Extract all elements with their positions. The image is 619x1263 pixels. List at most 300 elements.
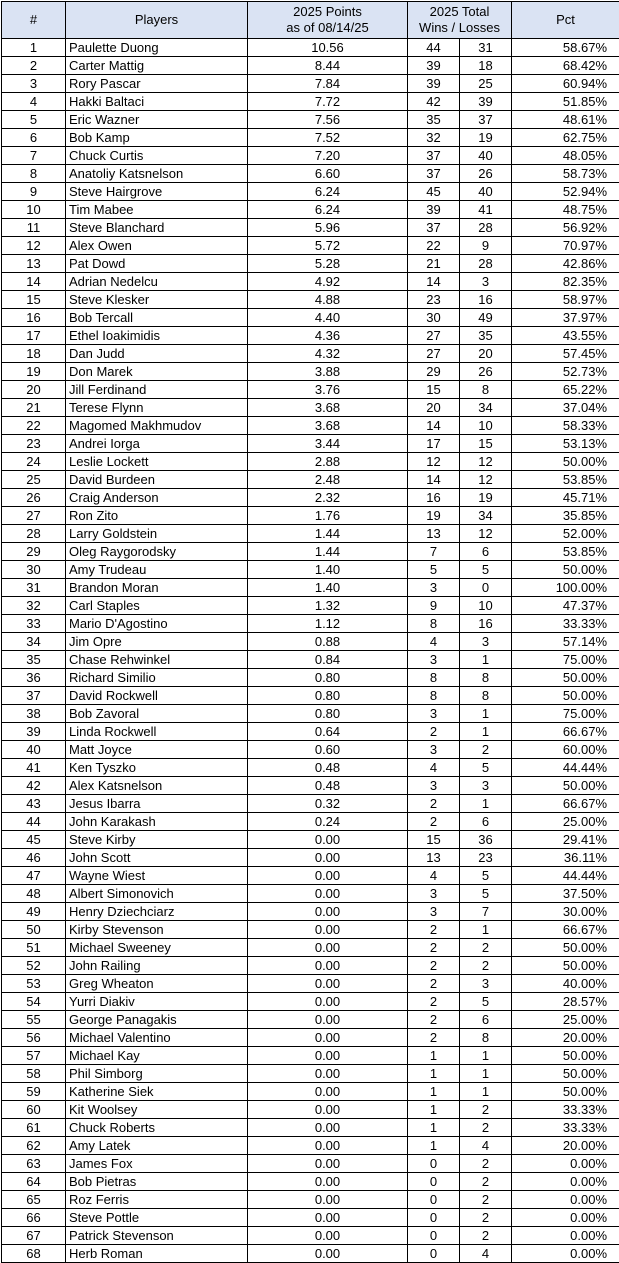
- player-name-cell: Brandon Moran: [66, 579, 248, 597]
- player-name-cell: Bob Pietras: [66, 1173, 248, 1191]
- points-cell: 0.00: [248, 993, 408, 1011]
- wins-cell: 1: [408, 1119, 460, 1137]
- pct-cell: 40.00%: [512, 975, 619, 993]
- wins-cell: 3: [408, 651, 460, 669]
- header-points-line1: 2025 Points: [293, 4, 362, 19]
- points-cell: 1.44: [248, 525, 408, 543]
- table-row: [2, 453, 619, 471]
- rank-cell: 15: [2, 291, 66, 309]
- rank-cell: 64: [2, 1173, 66, 1191]
- wins-cell: 9: [408, 597, 460, 615]
- points-cell: 1.44: [248, 543, 408, 561]
- pct-cell: 37.04%: [512, 399, 619, 417]
- losses-cell: 2: [460, 1101, 512, 1119]
- points-cell: 7.72: [248, 93, 408, 111]
- points-cell: 3.76: [248, 381, 408, 399]
- wins-cell: 2: [408, 813, 460, 831]
- wins-cell: 3: [408, 741, 460, 759]
- table-row: [2, 867, 619, 885]
- losses-cell: 26: [460, 363, 512, 381]
- wins-cell: 22: [408, 237, 460, 255]
- wins-cell: 0: [408, 1155, 460, 1173]
- points-cell: 0.64: [248, 723, 408, 741]
- header-total-line2: Wins / Losses: [419, 20, 500, 35]
- losses-cell: 18: [460, 57, 512, 75]
- player-name-cell: Katherine Siek: [66, 1083, 248, 1101]
- rank-cell: 46: [2, 849, 66, 867]
- table-row: [2, 615, 619, 633]
- pct-cell: 44.44%: [512, 867, 619, 885]
- points-cell: 7.20: [248, 147, 408, 165]
- header-row: [2, 2, 619, 39]
- pct-cell: 50.00%: [512, 1065, 619, 1083]
- pct-cell: 0.00%: [512, 1191, 619, 1209]
- wins-cell: 7: [408, 543, 460, 561]
- pct-cell: 25.00%: [512, 1011, 619, 1029]
- player-name-cell: Steve Kirby: [66, 831, 248, 849]
- losses-cell: 1: [460, 651, 512, 669]
- pct-cell: 20.00%: [512, 1137, 619, 1155]
- points-cell: 0.00: [248, 1155, 408, 1173]
- wins-cell: 2: [408, 993, 460, 1011]
- player-name-cell: Don Marek: [66, 363, 248, 381]
- player-name-cell: Ken Tyszko: [66, 759, 248, 777]
- player-name-cell: Carter Mattig: [66, 57, 248, 75]
- points-cell: 0.00: [248, 939, 408, 957]
- table-row: [2, 1101, 619, 1119]
- table-row: [2, 975, 619, 993]
- rank-cell: 57: [2, 1047, 66, 1065]
- rank-cell: 52: [2, 957, 66, 975]
- rank-cell: 63: [2, 1155, 66, 1173]
- losses-cell: 3: [460, 777, 512, 795]
- wins-cell: 2: [408, 1029, 460, 1047]
- rank-cell: 38: [2, 705, 66, 723]
- rank-cell: 13: [2, 255, 66, 273]
- losses-cell: 1: [460, 723, 512, 741]
- wins-cell: 12: [408, 453, 460, 471]
- points-cell: 0.00: [248, 1119, 408, 1137]
- losses-cell: 9: [460, 237, 512, 255]
- player-name-cell: Pat Dowd: [66, 255, 248, 273]
- points-cell: 0.84: [248, 651, 408, 669]
- losses-cell: 6: [460, 1011, 512, 1029]
- table-row: [2, 525, 619, 543]
- losses-cell: 20: [460, 345, 512, 363]
- pct-cell: 36.11%: [512, 849, 619, 867]
- player-name-cell: Amy Trudeau: [66, 561, 248, 579]
- table-row: [2, 399, 619, 417]
- rank-cell: 33: [2, 615, 66, 633]
- player-name-cell: James Fox: [66, 1155, 248, 1173]
- losses-cell: 1: [460, 1083, 512, 1101]
- points-cell: 1.76: [248, 507, 408, 525]
- pct-cell: 0.00%: [512, 1227, 619, 1245]
- wins-cell: 39: [408, 201, 460, 219]
- losses-cell: 2: [460, 1209, 512, 1227]
- pct-cell: 29.41%: [512, 831, 619, 849]
- losses-cell: 39: [460, 93, 512, 111]
- rank-cell: 54: [2, 993, 66, 1011]
- table-row: [2, 1245, 619, 1263]
- player-name-cell: Adrian Nedelcu: [66, 273, 248, 291]
- points-cell: 4.36: [248, 327, 408, 345]
- pct-cell: 33.33%: [512, 615, 619, 633]
- losses-cell: 8: [460, 381, 512, 399]
- wins-cell: 42: [408, 93, 460, 111]
- pct-cell: 43.55%: [512, 327, 619, 345]
- rank-cell: 28: [2, 525, 66, 543]
- wins-cell: 8: [408, 669, 460, 687]
- pct-cell: 60.00%: [512, 741, 619, 759]
- player-name-cell: Steve Hairgrove: [66, 183, 248, 201]
- points-cell: 0.00: [248, 921, 408, 939]
- rank-cell: 37: [2, 687, 66, 705]
- player-name-cell: Bob Kamp: [66, 129, 248, 147]
- rank-cell: 62: [2, 1137, 66, 1155]
- wins-cell: 3: [408, 903, 460, 921]
- losses-cell: 34: [460, 507, 512, 525]
- table-row: [2, 129, 619, 147]
- points-cell: 0.00: [248, 1029, 408, 1047]
- table-row: [2, 201, 619, 219]
- rank-cell: 21: [2, 399, 66, 417]
- rank-cell: 61: [2, 1119, 66, 1137]
- player-name-cell: Paulette Duong: [66, 39, 248, 57]
- table-row: [2, 543, 619, 561]
- table-row: [2, 1083, 619, 1101]
- player-name-cell: Phil Simborg: [66, 1065, 248, 1083]
- wins-cell: 35: [408, 111, 460, 129]
- points-cell: 0.00: [248, 975, 408, 993]
- wins-cell: 29: [408, 363, 460, 381]
- wins-cell: 14: [408, 471, 460, 489]
- standings-table: [1, 1, 619, 1263]
- losses-cell: 12: [460, 471, 512, 489]
- pct-cell: 33.33%: [512, 1101, 619, 1119]
- points-cell: 10.56: [248, 39, 408, 57]
- pct-cell: 44.44%: [512, 759, 619, 777]
- table-row: [2, 885, 619, 903]
- wins-cell: 13: [408, 849, 460, 867]
- wins-cell: 27: [408, 345, 460, 363]
- table-row: [2, 93, 619, 111]
- points-cell: 0.00: [248, 849, 408, 867]
- table-row: [2, 777, 619, 795]
- player-name-cell: David Burdeen: [66, 471, 248, 489]
- player-name-cell: Eric Wazner: [66, 111, 248, 129]
- points-cell: 0.00: [248, 1047, 408, 1065]
- table-row: [2, 327, 619, 345]
- points-cell: 0.80: [248, 687, 408, 705]
- pct-cell: 75.00%: [512, 705, 619, 723]
- player-name-cell: Oleg Raygorodsky: [66, 543, 248, 561]
- losses-cell: 1: [460, 1047, 512, 1065]
- wins-cell: 2: [408, 1011, 460, 1029]
- player-name-cell: Andrei Iorga: [66, 435, 248, 453]
- table-row: [2, 237, 619, 255]
- rank-cell: 55: [2, 1011, 66, 1029]
- pct-cell: 58.97%: [512, 291, 619, 309]
- table-row: [2, 57, 619, 75]
- wins-cell: 20: [408, 399, 460, 417]
- rank-cell: 18: [2, 345, 66, 363]
- table-header: [2, 2, 619, 39]
- points-cell: 0.00: [248, 1209, 408, 1227]
- table-row: [2, 435, 619, 453]
- player-name-cell: Rory Pascar: [66, 75, 248, 93]
- pct-cell: 50.00%: [512, 1047, 619, 1065]
- points-cell: 0.88: [248, 633, 408, 651]
- losses-cell: 19: [460, 489, 512, 507]
- header-pct: Pct: [512, 2, 619, 39]
- header-rank: #: [2, 2, 66, 39]
- wins-cell: 37: [408, 147, 460, 165]
- wins-cell: 3: [408, 579, 460, 597]
- points-cell: 3.44: [248, 435, 408, 453]
- rank-cell: 9: [2, 183, 66, 201]
- table-row: [2, 309, 619, 327]
- losses-cell: 0: [460, 579, 512, 597]
- player-name-cell: Wayne Wiest: [66, 867, 248, 885]
- points-cell: 0.80: [248, 705, 408, 723]
- player-name-cell: Michael Sweeney: [66, 939, 248, 957]
- wins-cell: 44: [408, 39, 460, 57]
- points-cell: 0.24: [248, 813, 408, 831]
- rank-cell: 26: [2, 489, 66, 507]
- losses-cell: 1: [460, 795, 512, 813]
- losses-cell: 34: [460, 399, 512, 417]
- player-name-cell: Anatoliy Katsnelson: [66, 165, 248, 183]
- losses-cell: 28: [460, 219, 512, 237]
- player-name-cell: Chuck Curtis: [66, 147, 248, 165]
- wins-cell: 21: [408, 255, 460, 273]
- wins-cell: 8: [408, 615, 460, 633]
- player-name-cell: Bob Tercall: [66, 309, 248, 327]
- points-cell: 4.88: [248, 291, 408, 309]
- table-row: [2, 561, 619, 579]
- rank-cell: 51: [2, 939, 66, 957]
- player-name-cell: Carl Staples: [66, 597, 248, 615]
- losses-cell: 37: [460, 111, 512, 129]
- table-row: [2, 813, 619, 831]
- header-points: [248, 2, 408, 39]
- losses-cell: 2: [460, 957, 512, 975]
- pct-cell: 0.00%: [512, 1209, 619, 1227]
- points-cell: 7.84: [248, 75, 408, 93]
- table-row: [2, 363, 619, 381]
- losses-cell: 3: [460, 975, 512, 993]
- losses-cell: 3: [460, 633, 512, 651]
- player-name-cell: Ethel Ioakimidis: [66, 327, 248, 345]
- pct-cell: 53.85%: [512, 471, 619, 489]
- table-row: [2, 957, 619, 975]
- points-cell: 0.60: [248, 741, 408, 759]
- wins-cell: 1: [408, 1083, 460, 1101]
- table-row: [2, 741, 619, 759]
- wins-cell: 16: [408, 489, 460, 507]
- player-name-cell: Steve Klesker: [66, 291, 248, 309]
- wins-cell: 2: [408, 723, 460, 741]
- losses-cell: 2: [460, 1155, 512, 1173]
- points-cell: 0.00: [248, 885, 408, 903]
- wins-cell: 39: [408, 57, 460, 75]
- pct-cell: 28.57%: [512, 993, 619, 1011]
- wins-cell: 0: [408, 1209, 460, 1227]
- rank-cell: 19: [2, 363, 66, 381]
- rank-cell: 17: [2, 327, 66, 345]
- losses-cell: 1: [460, 1065, 512, 1083]
- points-cell: 0.00: [248, 1011, 408, 1029]
- rank-cell: 8: [2, 165, 66, 183]
- wins-cell: 1: [408, 1137, 460, 1155]
- player-name-cell: Matt Joyce: [66, 741, 248, 759]
- pct-cell: 65.22%: [512, 381, 619, 399]
- wins-cell: 0: [408, 1173, 460, 1191]
- table-row: [2, 1137, 619, 1155]
- rank-cell: 40: [2, 741, 66, 759]
- rank-cell: 31: [2, 579, 66, 597]
- pct-cell: 33.33%: [512, 1119, 619, 1137]
- points-cell: 7.52: [248, 129, 408, 147]
- wins-cell: 4: [408, 759, 460, 777]
- points-cell: 1.40: [248, 579, 408, 597]
- losses-cell: 2: [460, 1173, 512, 1191]
- pct-cell: 50.00%: [512, 1083, 619, 1101]
- rank-cell: 11: [2, 219, 66, 237]
- table-row: [2, 165, 619, 183]
- table-row: [2, 723, 619, 741]
- losses-cell: 10: [460, 597, 512, 615]
- wins-cell: 8: [408, 687, 460, 705]
- rank-cell: 68: [2, 1245, 66, 1263]
- player-name-cell: Jim Opre: [66, 633, 248, 651]
- losses-cell: 5: [460, 759, 512, 777]
- player-name-cell: John Railing: [66, 957, 248, 975]
- pct-cell: 68.42%: [512, 57, 619, 75]
- rank-cell: 30: [2, 561, 66, 579]
- losses-cell: 2: [460, 1227, 512, 1245]
- player-name-cell: Kirby Stevenson: [66, 921, 248, 939]
- table-row: [2, 849, 619, 867]
- pct-cell: 52.73%: [512, 363, 619, 381]
- player-name-cell: Michael Valentino: [66, 1029, 248, 1047]
- player-name-cell: Tim Mabee: [66, 201, 248, 219]
- table-row: [2, 1065, 619, 1083]
- points-cell: 4.32: [248, 345, 408, 363]
- pct-cell: 48.75%: [512, 201, 619, 219]
- table-row: [2, 291, 619, 309]
- losses-cell: 5: [460, 885, 512, 903]
- losses-cell: 8: [460, 1029, 512, 1047]
- wins-cell: 2: [408, 939, 460, 957]
- losses-cell: 3: [460, 273, 512, 291]
- wins-cell: 2: [408, 795, 460, 813]
- rank-cell: 53: [2, 975, 66, 993]
- player-name-cell: Richard Similio: [66, 669, 248, 687]
- rank-cell: 7: [2, 147, 66, 165]
- player-name-cell: Jesus Ibarra: [66, 795, 248, 813]
- rank-cell: 23: [2, 435, 66, 453]
- points-cell: 3.88: [248, 363, 408, 381]
- wins-cell: 4: [408, 633, 460, 651]
- rank-cell: 66: [2, 1209, 66, 1227]
- player-name-cell: Roz Ferris: [66, 1191, 248, 1209]
- pct-cell: 37.97%: [512, 309, 619, 327]
- pct-cell: 100.00%: [512, 579, 619, 597]
- header-wins-losses: [408, 2, 512, 39]
- pct-cell: 20.00%: [512, 1029, 619, 1047]
- losses-cell: 25: [460, 75, 512, 93]
- losses-cell: 2: [460, 1191, 512, 1209]
- losses-cell: 2: [460, 939, 512, 957]
- losses-cell: 40: [460, 147, 512, 165]
- rank-cell: 58: [2, 1065, 66, 1083]
- player-name-cell: Michael Kay: [66, 1047, 248, 1065]
- player-name-cell: Steve Blanchard: [66, 219, 248, 237]
- table-row: [2, 705, 619, 723]
- rank-cell: 39: [2, 723, 66, 741]
- points-cell: 4.40: [248, 309, 408, 327]
- table-body: [2, 39, 619, 1263]
- table-row: [2, 489, 619, 507]
- wins-cell: 37: [408, 165, 460, 183]
- pct-cell: 0.00%: [512, 1155, 619, 1173]
- losses-cell: 16: [460, 615, 512, 633]
- rank-cell: 45: [2, 831, 66, 849]
- points-cell: 2.32: [248, 489, 408, 507]
- wins-cell: 15: [408, 381, 460, 399]
- rank-cell: 50: [2, 921, 66, 939]
- losses-cell: 40: [460, 183, 512, 201]
- rank-cell: 59: [2, 1083, 66, 1101]
- table-row: [2, 111, 619, 129]
- pct-cell: 52.94%: [512, 183, 619, 201]
- wins-cell: 45: [408, 183, 460, 201]
- wins-cell: 3: [408, 777, 460, 795]
- losses-cell: 10: [460, 417, 512, 435]
- wins-cell: 32: [408, 129, 460, 147]
- points-cell: 3.68: [248, 399, 408, 417]
- pct-cell: 0.00%: [512, 1245, 619, 1263]
- table-row: [2, 183, 619, 201]
- wins-cell: 5: [408, 561, 460, 579]
- wins-cell: 27: [408, 327, 460, 345]
- player-name-cell: Chuck Roberts: [66, 1119, 248, 1137]
- losses-cell: 4: [460, 1245, 512, 1263]
- wins-cell: 1: [408, 1065, 460, 1083]
- table-row: [2, 1119, 619, 1137]
- losses-cell: 6: [460, 543, 512, 561]
- wins-cell: 37: [408, 219, 460, 237]
- pct-cell: 66.67%: [512, 921, 619, 939]
- wins-cell: 4: [408, 867, 460, 885]
- pct-cell: 58.67%: [512, 39, 619, 57]
- points-cell: 0.00: [248, 1065, 408, 1083]
- points-cell: 3.68: [248, 417, 408, 435]
- player-name-cell: Linda Rockwell: [66, 723, 248, 741]
- rank-cell: 44: [2, 813, 66, 831]
- losses-cell: 5: [460, 867, 512, 885]
- table-row: [2, 579, 619, 597]
- player-name-cell: Mario D'Agostino: [66, 615, 248, 633]
- player-name-cell: Alex Katsnelson: [66, 777, 248, 795]
- rank-cell: 25: [2, 471, 66, 489]
- losses-cell: 7: [460, 903, 512, 921]
- table-row: [2, 1155, 619, 1173]
- table-row: [2, 147, 619, 165]
- pct-cell: 48.61%: [512, 111, 619, 129]
